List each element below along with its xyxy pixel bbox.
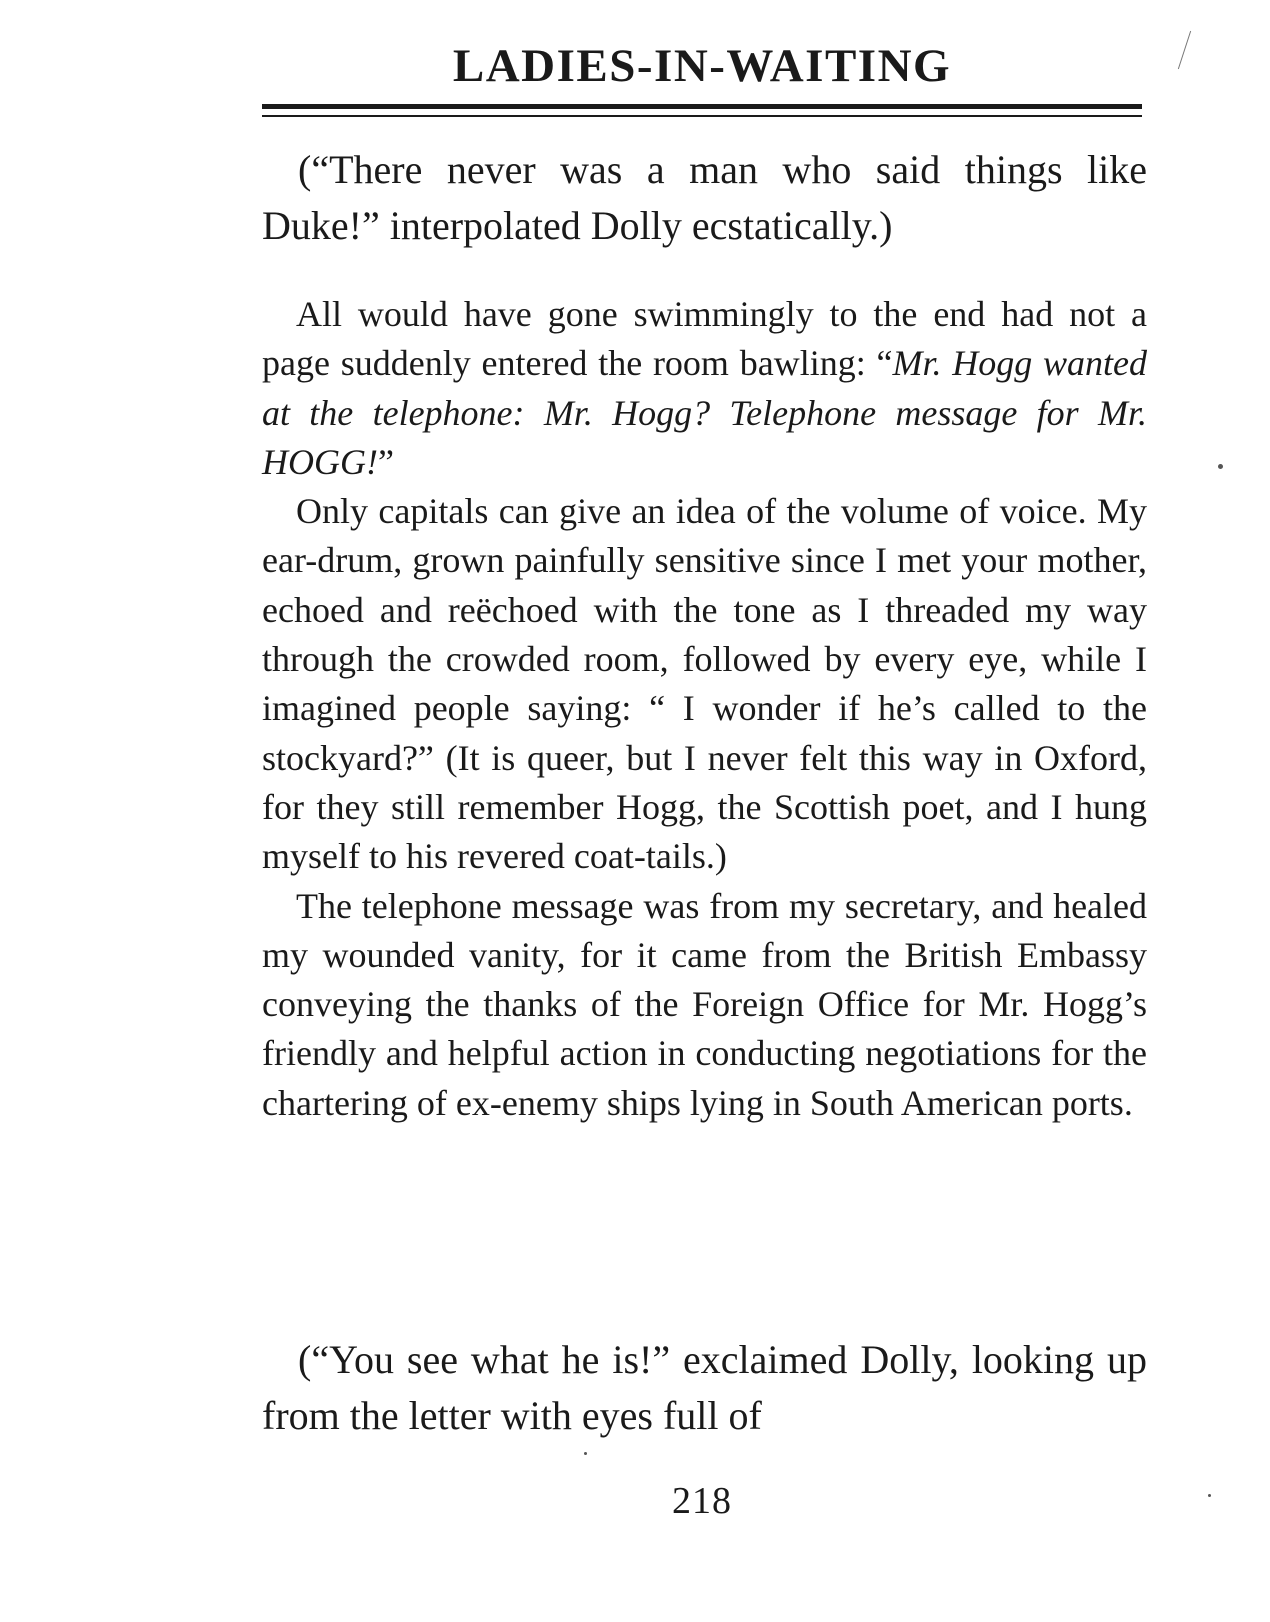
scan-mark xyxy=(1178,31,1191,69)
scan-speck xyxy=(1208,1494,1211,1497)
letter-body xyxy=(262,290,1147,1128)
page-call-close-quote: ” xyxy=(377,441,394,482)
dolly-interpolation-paragraph xyxy=(262,142,1147,254)
running-head: LADIES-IN-WAITING xyxy=(452,40,952,92)
page-call-italic-text: Mr. Hogg wanted at the telephone: Mr. Hogg? Telephone message for Mr. HOGG! xyxy=(262,343,1147,482)
page-number: 218 xyxy=(672,1480,732,1522)
swimmingly-paragraph xyxy=(262,290,1147,487)
scan-speck xyxy=(1218,464,1223,469)
you-see-paragraph xyxy=(262,1332,1147,1444)
header-rule-thick xyxy=(262,104,1142,109)
dolly-interpolation-text: (“There never was a man who said things like Duke!” interpolated Dolly ecstatically.) xyxy=(262,147,1147,248)
scan-speck xyxy=(584,1452,587,1455)
swimmingly-intro-text: All would have gone swimmingly to the end had not a page suddenly entered the room bawling: “ xyxy=(262,294,1147,384)
capitals-paragraph: Only capitals can give an idea of the volume of voice. My ear-drum, grown painfully sensitive since I met your mother, echoed and reëchoed with the tone as I threaded my way through the crowded room, followed by every eye, while I imagined people saying: “ I wonder if he’s called to the stockyard?” (It is queer, but I never felt this way in Oxford, for they still remember Hogg, the Scottish poet, and I hung myself to his revered coat-tails.) xyxy=(262,491,1147,877)
you-see-text: (“You see what he is!” exclaimed Dolly, looking up from the letter with eyes full of xyxy=(262,1337,1147,1438)
telephone-message-paragraph: The telephone message was from my secretary, and healed my wounded vanity, for it came from the British Embassy conveying the thanks of the Foreign Office for Mr. Hogg’s friendly and helpful action in conducting negotiations for the chartering of ex-enemy ships lying in South American ports. xyxy=(262,885,1147,1123)
header-rule-thin xyxy=(262,115,1142,117)
